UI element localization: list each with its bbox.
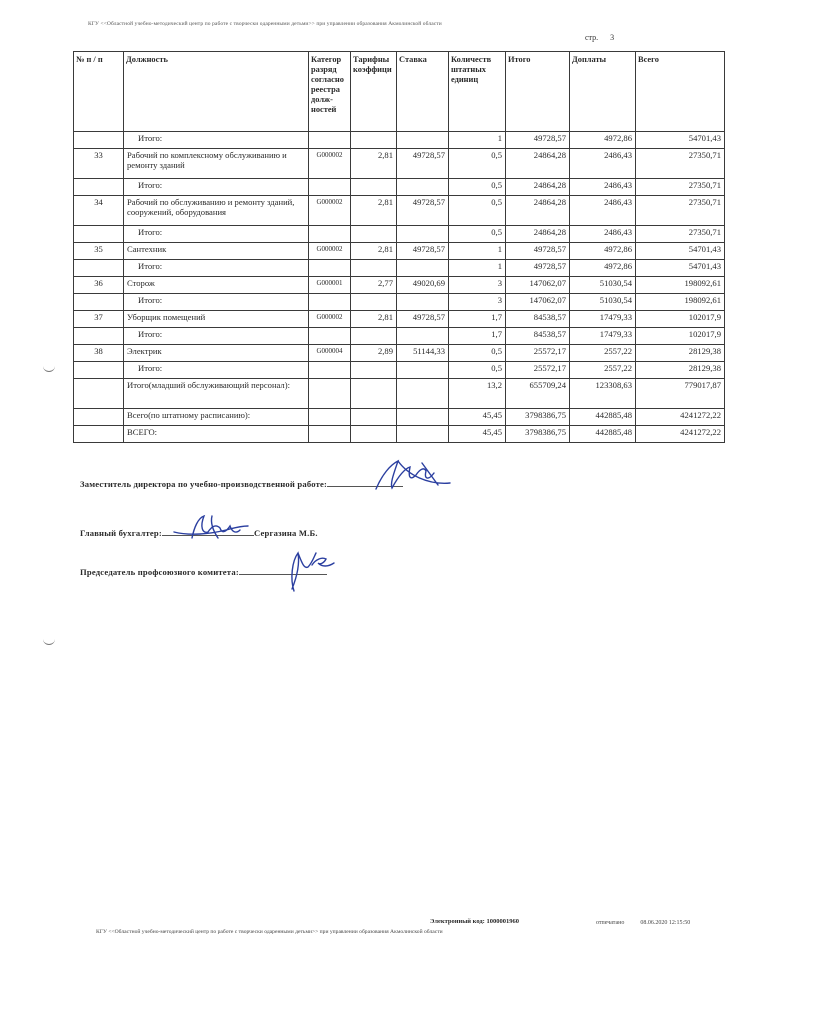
staff-units-cell: 1,7 [449, 328, 506, 345]
position-cell: Итого: [124, 328, 309, 345]
rate-cell [397, 362, 449, 379]
tariff-coefficient-cell [351, 226, 397, 243]
position-cell: Итого: [124, 132, 309, 149]
staff-units-cell: 1 [449, 243, 506, 260]
table-row [74, 277, 725, 294]
total-cell: 49728,57 [506, 132, 570, 149]
row-number-cell: 36 [74, 277, 124, 294]
position-cell: Сторож [124, 277, 309, 294]
table-row [74, 379, 725, 409]
tariff-coefficient-cell: 2,77 [351, 277, 397, 294]
row-number-cell: 38 [74, 345, 124, 362]
table-row [74, 328, 725, 345]
position-cell: Всего(по штатному расписанию): [124, 409, 309, 426]
accountant-label: Главный бухгалтер: [80, 528, 162, 538]
table-row [74, 179, 725, 196]
position-cell: Уборщик помещений [124, 311, 309, 328]
position-cell: Рабочий по комплексному обслуживанию и ремонту зданий [124, 149, 309, 179]
rate-cell: 49020,69 [397, 277, 449, 294]
surcharge-cell: 4972,86 [570, 132, 636, 149]
rate-cell: 49728,57 [397, 196, 449, 226]
footer-organization: КГУ <<Областной учебно-методический центр по работе с творчески одаренными детьми>> при управлении образования Акмолинской области [96, 929, 443, 935]
surcharge-cell: 17479,33 [570, 328, 636, 345]
rate-cell [397, 409, 449, 426]
staff-units-cell: 1 [449, 132, 506, 149]
rate-cell [397, 379, 449, 409]
grand-total-cell: 4241272,22 [636, 426, 725, 443]
surcharge-cell: 123308,63 [570, 379, 636, 409]
page-label: стр. [585, 33, 599, 42]
total-cell: 3798386,75 [506, 409, 570, 426]
grand-total-cell: 27350,71 [636, 196, 725, 226]
staffing-table [73, 51, 725, 443]
staff-units-cell: 0,5 [449, 196, 506, 226]
row-number-cell [74, 226, 124, 243]
total-cell: 24864,28 [506, 196, 570, 226]
column-header: № п / п [74, 52, 124, 132]
table-row [74, 426, 725, 443]
row-number-cell: 35 [74, 243, 124, 260]
rate-cell: 49728,57 [397, 149, 449, 179]
category-code-cell [309, 409, 351, 426]
total-cell: 24864,28 [506, 179, 570, 196]
tariff-coefficient-cell [351, 260, 397, 277]
column-header: Количеств штатных единиц [449, 52, 506, 132]
row-number-cell: 33 [74, 149, 124, 179]
table-row [74, 362, 725, 379]
category-code-cell [309, 426, 351, 443]
accountant-name: Сергазина М.Б. [253, 528, 318, 538]
category-code-cell [309, 179, 351, 196]
table-row [74, 243, 725, 260]
staff-units-cell: 0,5 [449, 149, 506, 179]
column-header: Должность [124, 52, 309, 132]
deputy-label: Заместитель директора по учебно-производственной работе: [80, 479, 328, 489]
surcharge-cell: 2557,22 [570, 362, 636, 379]
column-header: Всего [636, 52, 725, 132]
row-number-cell [74, 328, 124, 345]
tariff-coefficient-cell: 2,81 [351, 149, 397, 179]
table-row [74, 196, 725, 226]
staff-units-cell: 1 [449, 260, 506, 277]
total-cell: 655709,24 [506, 379, 570, 409]
tariff-coefficient-cell [351, 294, 397, 311]
rate-cell [397, 260, 449, 277]
header-organization: КГУ <<Областной учебно-методический центр по работе с творчески одаренными детьми>> при управлении образования Акмолинской области [88, 21, 442, 27]
signature-blank [162, 527, 254, 536]
row-number-cell [74, 426, 124, 443]
electronic-code-label: Электронный код: [430, 918, 485, 925]
rate-cell [397, 294, 449, 311]
rate-cell: 49728,57 [397, 311, 449, 328]
tariff-coefficient-cell [351, 179, 397, 196]
rate-cell [397, 179, 449, 196]
tariff-coefficient-cell [351, 328, 397, 345]
staff-units-cell: 0,5 [449, 179, 506, 196]
staff-units-cell: 0,5 [449, 345, 506, 362]
surcharge-cell: 17479,33 [570, 311, 636, 328]
column-header: Категор разряд согласно реестра долж-ностей [309, 52, 351, 132]
staff-units-cell: 0,5 [449, 226, 506, 243]
total-cell: 84538,57 [506, 311, 570, 328]
table-body [74, 132, 725, 443]
position-cell: Рабочий по обслуживанию и ремонту зданий, сооружений, оборудования [124, 196, 309, 226]
grand-total-cell: 198092,61 [636, 294, 725, 311]
union-label: Председатель профсоюзного комитета: [80, 567, 239, 577]
row-number-cell [74, 179, 124, 196]
rate-cell: 49728,57 [397, 243, 449, 260]
total-cell: 84538,57 [506, 328, 570, 345]
staff-units-cell: 1,7 [449, 311, 506, 328]
grand-total-cell: 27350,71 [636, 226, 725, 243]
grand-total-cell: 4241272,22 [636, 409, 725, 426]
grand-total-cell: 779017,87 [636, 379, 725, 409]
row-number-cell [74, 294, 124, 311]
rate-cell: 51144,33 [397, 345, 449, 362]
surcharge-cell: 4972,86 [570, 243, 636, 260]
staff-units-cell: 13,2 [449, 379, 506, 409]
page-number-value: 3 [610, 33, 615, 42]
category-code-cell: G000002 [309, 196, 351, 226]
total-cell: 49728,57 [506, 243, 570, 260]
staff-units-cell: 45,45 [449, 409, 506, 426]
page-number [585, 33, 614, 42]
signature-blank [327, 478, 403, 487]
grand-total-cell: 102017,9 [636, 328, 725, 345]
position-cell: Итого: [124, 226, 309, 243]
position-cell: Итого: [124, 294, 309, 311]
tariff-coefficient-cell [351, 426, 397, 443]
position-cell: Сантехник [124, 243, 309, 260]
grand-total-cell: 102017,9 [636, 311, 725, 328]
row-number-cell [74, 362, 124, 379]
position-cell: ВСЕГО: [124, 426, 309, 443]
tariff-coefficient-cell [351, 132, 397, 149]
table-row [74, 260, 725, 277]
union-signature-line [80, 566, 327, 577]
column-header: Итого [506, 52, 570, 132]
tariff-coefficient-cell [351, 362, 397, 379]
row-number-cell: 34 [74, 196, 124, 226]
total-cell: 24864,28 [506, 149, 570, 179]
category-code-cell: G000002 [309, 149, 351, 179]
category-code-cell: G000002 [309, 243, 351, 260]
position-cell: Итого(младший обслуживающий персонал): [124, 379, 309, 409]
column-header: Доплаты [570, 52, 636, 132]
total-cell: 147062,07 [506, 277, 570, 294]
total-cell: 25572,17 [506, 345, 570, 362]
rate-cell [397, 226, 449, 243]
surcharge-cell: 4972,86 [570, 260, 636, 277]
tariff-coefficient-cell [351, 379, 397, 409]
category-code-cell [309, 260, 351, 277]
table-row [74, 409, 725, 426]
rate-cell [397, 426, 449, 443]
staff-units-cell: 3 [449, 294, 506, 311]
tariff-coefficient-cell: 2,81 [351, 243, 397, 260]
grand-total-cell: 28129,38 [636, 345, 725, 362]
position-cell: Итого: [124, 179, 309, 196]
position-cell: Итого: [124, 260, 309, 277]
category-code-cell: G000002 [309, 311, 351, 328]
category-code-cell [309, 132, 351, 149]
grand-total-cell: 198092,61 [636, 277, 725, 294]
surcharge-cell: 51030,54 [570, 277, 636, 294]
tariff-coefficient-cell: 2,81 [351, 196, 397, 226]
table-row [74, 311, 725, 328]
tariff-coefficient-cell: 2,81 [351, 311, 397, 328]
row-number-cell: 37 [74, 311, 124, 328]
column-header: Тарифны коэффици [351, 52, 397, 132]
category-code-cell [309, 226, 351, 243]
surcharge-cell: 2486,43 [570, 179, 636, 196]
punch-hole-mark [43, 364, 55, 372]
rate-cell [397, 328, 449, 345]
staff-units-cell: 3 [449, 277, 506, 294]
category-code-cell: G000004 [309, 345, 351, 362]
row-number-cell [74, 260, 124, 277]
grand-total-cell: 28129,38 [636, 362, 725, 379]
row-number-cell [74, 379, 124, 409]
printed-date: 08.06.2020 12:15:50 [640, 920, 691, 926]
signature-blank [239, 566, 327, 575]
category-code-cell [309, 294, 351, 311]
grand-total-cell: 54701,43 [636, 132, 725, 149]
tariff-coefficient-cell [351, 409, 397, 426]
staff-units-cell: 45,45 [449, 426, 506, 443]
category-code-cell: G000001 [309, 277, 351, 294]
total-cell: 25572,17 [506, 362, 570, 379]
deputy-signature [368, 455, 454, 495]
position-cell: Итого: [124, 362, 309, 379]
surcharge-cell: 2486,43 [570, 196, 636, 226]
table-row [74, 149, 725, 179]
total-cell: 49728,57 [506, 260, 570, 277]
total-cell: 3798386,75 [506, 426, 570, 443]
accountant-signature-line [80, 527, 318, 538]
deputy-signature-line [80, 478, 403, 489]
surcharge-cell: 2486,43 [570, 226, 636, 243]
surcharge-cell: 2486,43 [570, 149, 636, 179]
table-row [74, 294, 725, 311]
category-code-cell [309, 362, 351, 379]
rate-cell [397, 132, 449, 149]
grand-total-cell: 54701,43 [636, 260, 725, 277]
tariff-coefficient-cell: 2,89 [351, 345, 397, 362]
table-row [74, 226, 725, 243]
grand-total-cell: 27350,71 [636, 179, 725, 196]
footer-printed [596, 920, 690, 926]
column-header: Ставка [397, 52, 449, 132]
row-number-cell [74, 132, 124, 149]
total-cell: 147062,07 [506, 294, 570, 311]
punch-hole-mark [43, 637, 55, 645]
row-number-cell [74, 409, 124, 426]
surcharge-cell: 51030,54 [570, 294, 636, 311]
surcharge-cell: 2557,22 [570, 345, 636, 362]
table-row [74, 345, 725, 362]
footer-electronic-code [430, 918, 519, 925]
staff-units-cell: 0,5 [449, 362, 506, 379]
table-header-row [74, 52, 725, 132]
grand-total-cell: 54701,43 [636, 243, 725, 260]
printed-label: отпечатано [596, 920, 625, 926]
grand-total-cell: 27350,71 [636, 149, 725, 179]
category-code-cell [309, 328, 351, 345]
surcharge-cell: 442885,48 [570, 409, 636, 426]
total-cell: 24864,28 [506, 226, 570, 243]
position-cell: Электрик [124, 345, 309, 362]
surcharge-cell: 442885,48 [570, 426, 636, 443]
category-code-cell [309, 379, 351, 409]
electronic-code-value: 1000001960 [486, 918, 519, 925]
table-row [74, 132, 725, 149]
